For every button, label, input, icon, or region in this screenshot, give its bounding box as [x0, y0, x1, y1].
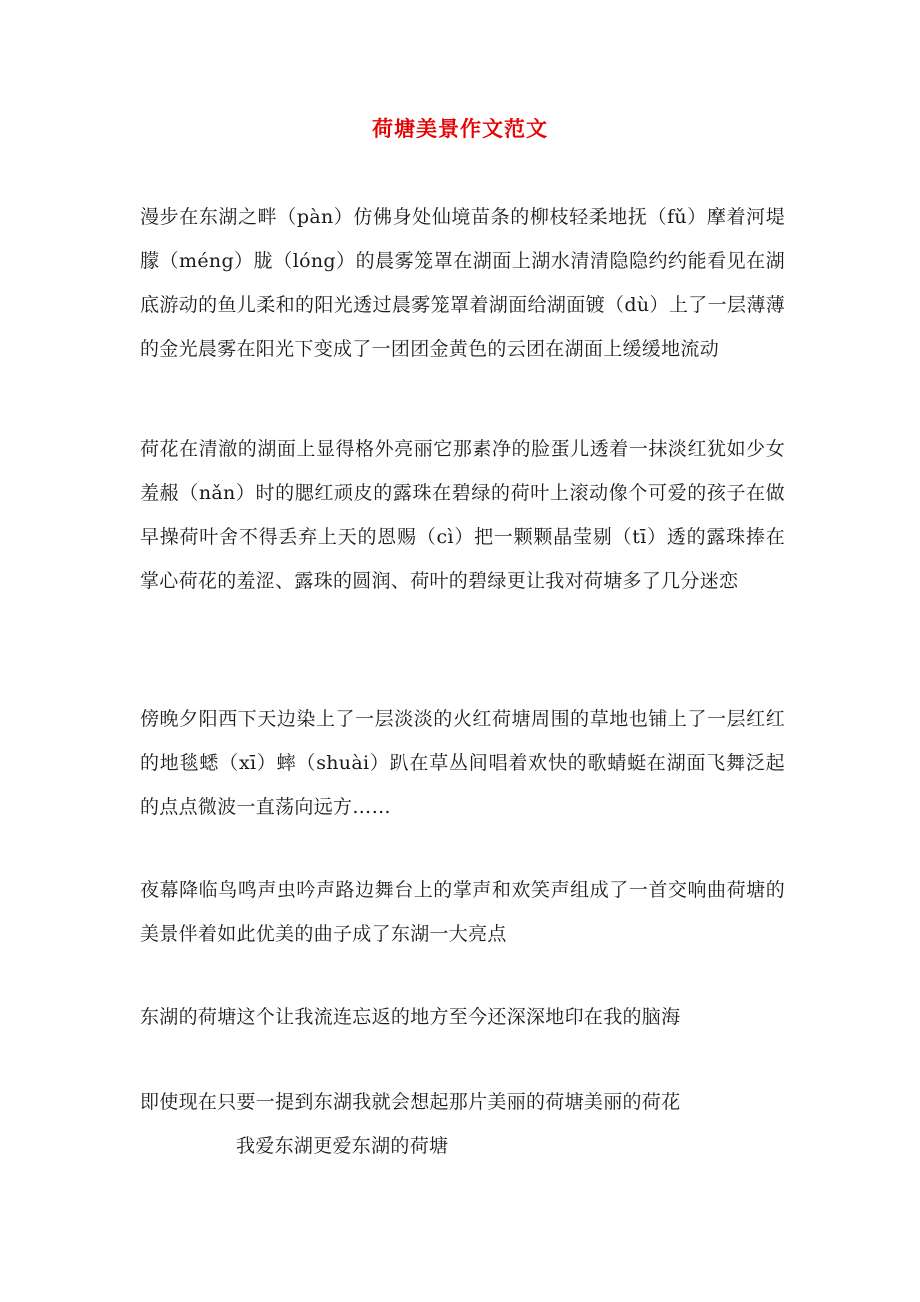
paragraph-dawn: 漫步在东湖之畔（pàn）仿佛身处仙境苗条的柳枝轻柔地抚（fǔ）摩着河堤朦（méng）胧（lóng）的晨雾笼罩在湖面上湖水清清隐隐约约能看见在湖底游动的鱼儿柔和的阳光透过晨雾笼罩着湖面给湖面镀（dù）上了一层薄薄的金光晨雾在阳光下变成了一团团金黄色的云团在湖面上缓缓地流动 [140, 206, 785, 360]
paragraph-closing: 我爱东湖更爱东湖的荷塘 [236, 1135, 449, 1157]
paragraph-lotus: 荷花在清澈的湖面上显得格外亮丽它那素净的脸蛋儿透着一抹淡红犹如少女羞赧（nǎn）时的腮红顽皮的露珠在碧绿的荷叶上滚动像个可爱的孩子在做早操荷叶舍不得丢弃上天的恩赐（cì）把一颗颗晶莹剔（tī）透的露珠捧在掌心荷花的羞涩、露珠的圆润、荷叶的碧绿更让我对荷塘多了几分迷恋 [140, 438, 785, 592]
document-title: 荷塘美景作文范文 [372, 116, 548, 141]
paragraph-dusk: 傍晚夕阳西下天边染上了一层淡淡的火红荷塘周围的草地也铺上了一层红红的地毯蟋（xī）蟀（shuài）趴在草丛间唱着欢快的歌蜻蜓在湖面飞舞泛起的点点微波一直荡向远方…… [140, 708, 785, 818]
paragraph-recall: 即使现在只要一提到东湖我就会想起那片美丽的荷塘美丽的荷花 [140, 1091, 681, 1113]
paragraph-memory: 东湖的荷塘这个让我流连忘返的地方至今还深深地印在我的脑海 [140, 1006, 681, 1028]
paragraph-night: 夜幕降临鸟鸣声虫吟声路边舞台上的掌声和欢笑声组成了一首交响曲荷塘的美景伴着如此优美的曲子成了东湖一大亮点 [140, 879, 785, 945]
